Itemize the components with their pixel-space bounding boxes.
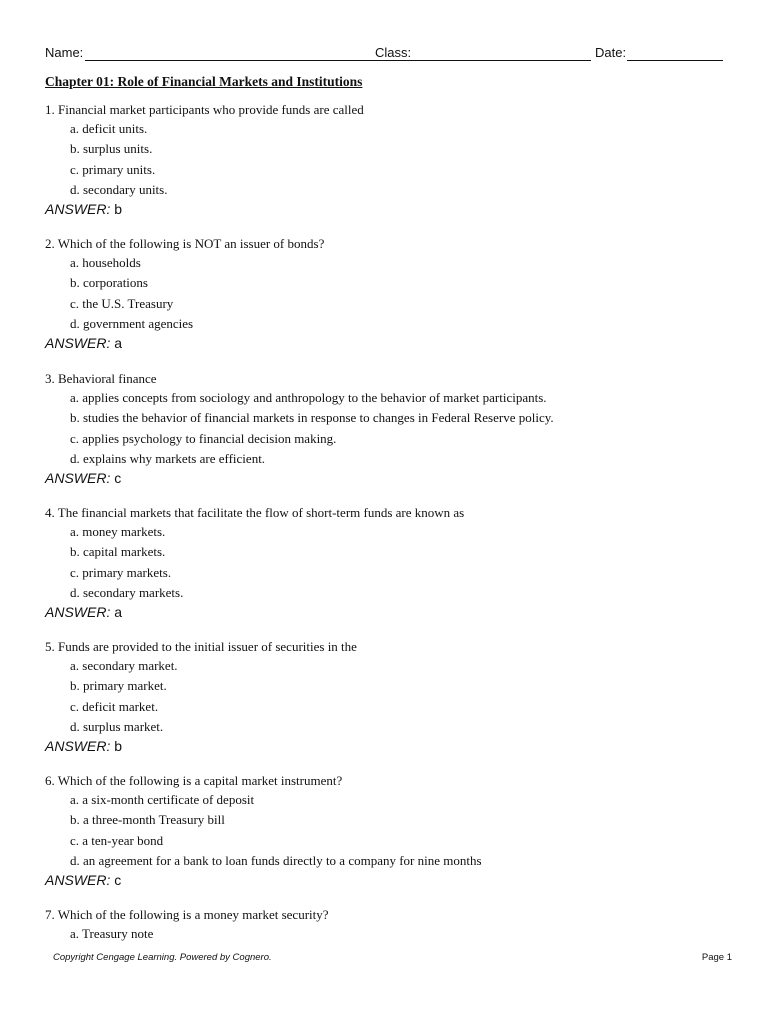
page-number: Page 1 <box>701 952 732 963</box>
class-label: Class: <box>375 45 412 60</box>
question-7 <box>45 906 745 945</box>
name-field-line <box>85 60 415 61</box>
answer-label: ANSWER: <box>45 872 111 889</box>
answer-label: ANSWER: <box>45 604 111 621</box>
answer-label: ANSWER: <box>45 738 111 755</box>
question-text: 4. The financial markets that facilitate the flow of short-term funds are known as <box>45 505 465 520</box>
question-1 <box>45 101 745 220</box>
option-a: a. deficit units. <box>70 121 148 136</box>
option-b: b. primary market. <box>70 678 167 694</box>
option-a: a. money markets. <box>70 524 166 539</box>
option-a: a. a six-month certificate of deposit <box>70 792 255 807</box>
question-text: 5. Funds are provided to the initial issuer of securities in the <box>45 639 357 654</box>
student-info-header <box>45 45 725 67</box>
option-a: a. Treasury note <box>70 926 154 941</box>
option-d: d. secondary units. <box>70 181 168 197</box>
question-5 <box>45 638 745 757</box>
question-text: 2. Which of the following is NOT an issuer of bonds? <box>45 236 325 251</box>
question-text: 7. Which of the following is a money market security? <box>45 907 329 922</box>
option-c: c. deficit market. <box>70 698 159 714</box>
class-field-line <box>413 60 591 61</box>
option-c: c. primary markets. <box>70 564 172 580</box>
option-b: b. surplus units. <box>70 141 153 157</box>
option-b: b. studies the behavior of financial markets in response to changes in Federal Reserve policy. <box>70 410 554 426</box>
answer-line <box>45 737 745 757</box>
question-3 <box>45 370 745 489</box>
question-6 <box>45 772 745 891</box>
option-a: a. applies concepts from sociology and anthropology to the behavior of market participants. <box>70 390 547 405</box>
option-b: b. a three-month Treasury bill <box>70 812 225 828</box>
question-text: 3. Behavioral finance <box>45 371 157 386</box>
answer-value: b <box>114 738 123 755</box>
question-text: 6. Which of the following is a capital market instrument? <box>45 773 343 788</box>
question-text: 1. Financial market participants who provide funds are called <box>45 102 364 117</box>
option-c: c. primary units. <box>70 161 156 177</box>
question-2 <box>45 235 745 354</box>
option-b: b. corporations <box>70 275 148 291</box>
option-d: d. explains why markets are efficient. <box>70 450 266 466</box>
answer-label: ANSWER: <box>45 201 111 218</box>
answer-line <box>45 871 745 891</box>
date-label: Date: <box>595 45 627 60</box>
answer-line <box>45 334 745 354</box>
option-d: d. secondary markets. <box>70 584 184 600</box>
copyright-text: Copyright Cengage Learning. Powered by Cognero. <box>53 952 272 963</box>
answer-line <box>45 469 745 489</box>
question-4 <box>45 504 745 623</box>
option-d: d. surplus market. <box>70 718 164 734</box>
answer-value: a <box>114 604 123 621</box>
option-c: c. a ten-year bond <box>70 832 164 848</box>
answer-value: a <box>114 335 123 352</box>
answer-value: b <box>114 201 123 218</box>
option-d: d. an agreement for a bank to loan funds directly to a company for nine months <box>70 852 482 868</box>
answer-line <box>45 603 745 623</box>
option-c: c. the U.S. Treasury <box>70 295 174 311</box>
answer-line <box>45 200 745 220</box>
answer-label: ANSWER: <box>45 335 111 352</box>
date-field-line <box>627 60 723 61</box>
chapter-title: Chapter 01: Role of Financial Markets and Institutions <box>45 74 363 89</box>
answer-value: c <box>114 470 122 487</box>
option-a: a. secondary market. <box>70 658 178 673</box>
answer-label: ANSWER: <box>45 470 111 487</box>
answer-value: c <box>114 872 122 889</box>
option-d: d. government agencies <box>70 315 194 331</box>
option-c: c. applies psychology to financial decision making. <box>70 430 337 446</box>
name-label: Name: <box>45 45 84 60</box>
option-a: a. households <box>70 255 141 270</box>
option-b: b. capital markets. <box>70 544 166 560</box>
